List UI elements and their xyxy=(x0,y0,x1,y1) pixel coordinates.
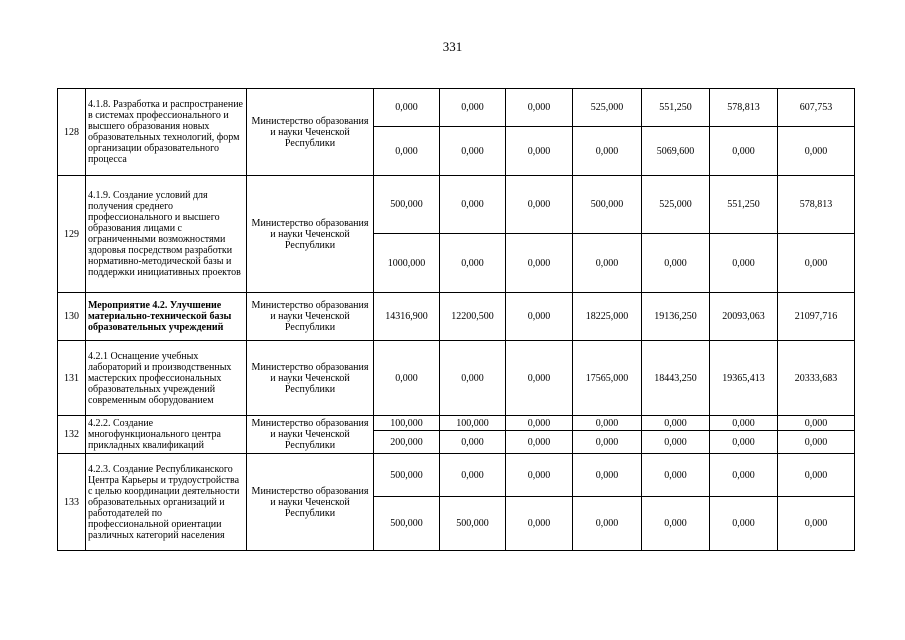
funding-value: 0,000 xyxy=(374,89,440,127)
funding-value: 0,000 xyxy=(506,176,573,234)
row-number: 129 xyxy=(58,176,86,293)
funding-value: 0,000 xyxy=(440,89,506,127)
funding-value: 0,000 xyxy=(710,431,778,454)
funding-value: 0,000 xyxy=(710,234,778,293)
activity-title: 4.2.1 Оснащение учебных лабораторий и производственных мастерских профессиональных образовательных учреждений современным оборудованием xyxy=(86,341,247,416)
funding-value: 0,000 xyxy=(573,234,642,293)
activity-title: Мероприятие 4.2. Улучшение материально-технической базы образовательных учреждений xyxy=(86,293,247,341)
responsible-organization: Министерство образования и науки Чеченской Республики xyxy=(247,341,374,416)
funding-value: 0,000 xyxy=(440,234,506,293)
funding-value: 200,000 xyxy=(374,431,440,454)
funding-value: 0,000 xyxy=(374,341,440,416)
funding-value: 0,000 xyxy=(573,127,642,176)
funding-value: 18443,250 xyxy=(642,341,710,416)
funding-value: 0,000 xyxy=(506,454,573,497)
funding-value: 0,000 xyxy=(506,234,573,293)
row-number: 132 xyxy=(58,416,86,454)
funding-value: 20093,063 xyxy=(710,293,778,341)
funding-value: 1000,000 xyxy=(374,234,440,293)
funding-value: 19365,413 xyxy=(710,341,778,416)
funding-value: 500,000 xyxy=(374,454,440,497)
activity-title: 4.1.9. Создание условий для получения среднего профессионального и высшего образования лицами с ограниченными возможностями здоровья посредством разработки нормативно-методической базы и поддержки инициативных проектов xyxy=(86,176,247,293)
responsible-organization: Министерство образования и науки Чеченской Республики xyxy=(247,416,374,454)
activity-title: 4.2.2. Создание многофункционального центра прикладных квалификаций xyxy=(86,416,247,454)
funding-value: 0,000 xyxy=(506,293,573,341)
funding-value: 18225,000 xyxy=(573,293,642,341)
row-number: 130 xyxy=(58,293,86,341)
funding-value: 17565,000 xyxy=(573,341,642,416)
funding-value: 0,000 xyxy=(440,176,506,234)
row-number: 128 xyxy=(58,89,86,176)
funding-value: 12200,500 xyxy=(440,293,506,341)
responsible-organization: Министерство образования и науки Чеченской Республики xyxy=(247,89,374,176)
funding-value: 5069,600 xyxy=(642,127,710,176)
funding-value: 0,000 xyxy=(642,431,710,454)
funding-value: 0,000 xyxy=(642,454,710,497)
funding-value: 0,000 xyxy=(573,454,642,497)
funding-value: 500,000 xyxy=(573,176,642,234)
funding-value: 0,000 xyxy=(710,454,778,497)
responsible-organization: Министерство образования и науки Чеченской Республики xyxy=(247,293,374,341)
funding-value: 0,000 xyxy=(642,416,710,431)
funding-value: 0,000 xyxy=(506,431,573,454)
funding-value: 500,000 xyxy=(374,497,440,551)
funding-value: 578,813 xyxy=(778,176,855,234)
funding-value: 0,000 xyxy=(642,497,710,551)
activity-title: 4.1.8. Разработка и распространение в системах профессионального и высшего образования новых образовательных технологий, форм организации образовательного процесса xyxy=(86,89,247,176)
activity-title: 4.2.3. Создание Республиканского Центра Карьеры и трудоустройства с целью координации деятельности образовательных организаций и работодателей по профессиональной ориентации различных категорий населения xyxy=(86,454,247,551)
table-row xyxy=(58,341,855,416)
funding-value: 0,000 xyxy=(440,341,506,416)
funding-value: 0,000 xyxy=(440,127,506,176)
funding-value: 0,000 xyxy=(506,416,573,431)
funding-value: 100,000 xyxy=(440,416,506,431)
funding-value: 0,000 xyxy=(710,127,778,176)
funding-value: 19136,250 xyxy=(642,293,710,341)
funding-value: 525,000 xyxy=(642,176,710,234)
funding-value: 0,000 xyxy=(374,127,440,176)
budget-table xyxy=(57,88,855,551)
funding-value: 100,000 xyxy=(374,416,440,431)
funding-value: 0,000 xyxy=(642,234,710,293)
table-row xyxy=(58,416,855,431)
funding-value: 0,000 xyxy=(440,454,506,497)
funding-value: 551,250 xyxy=(642,89,710,127)
funding-value: 0,000 xyxy=(778,127,855,176)
funding-value: 0,000 xyxy=(710,497,778,551)
funding-value: 0,000 xyxy=(506,127,573,176)
funding-value: 0,000 xyxy=(440,431,506,454)
row-number: 133 xyxy=(58,454,86,551)
funding-value: 551,250 xyxy=(710,176,778,234)
funding-value: 20333,683 xyxy=(778,341,855,416)
page-number: 331 xyxy=(442,39,463,54)
responsible-organization: Министерство образования и науки Чеченской Республики xyxy=(247,454,374,551)
funding-value: 0,000 xyxy=(710,416,778,431)
funding-value: 0,000 xyxy=(506,497,573,551)
funding-value: 0,000 xyxy=(778,234,855,293)
table-body xyxy=(58,89,855,551)
funding-value: 500,000 xyxy=(440,497,506,551)
funding-value: 21097,716 xyxy=(778,293,855,341)
table-row xyxy=(58,454,855,497)
funding-value: 0,000 xyxy=(506,341,573,416)
funding-value: 607,753 xyxy=(778,89,855,127)
table-row xyxy=(58,293,855,341)
responsible-organization: Министерство образования и науки Чеченской Республики xyxy=(247,176,374,293)
funding-value: 525,000 xyxy=(573,89,642,127)
funding-value: 0,000 xyxy=(778,416,855,431)
funding-value: 0,000 xyxy=(778,454,855,497)
table-row xyxy=(58,176,855,234)
funding-value: 578,813 xyxy=(710,89,778,127)
funding-value: 0,000 xyxy=(506,89,573,127)
row-number: 131 xyxy=(58,341,86,416)
funding-value: 14316,900 xyxy=(374,293,440,341)
funding-value: 0,000 xyxy=(573,431,642,454)
funding-value: 0,000 xyxy=(573,416,642,431)
funding-value: 0,000 xyxy=(778,497,855,551)
funding-value: 500,000 xyxy=(374,176,440,234)
funding-value: 0,000 xyxy=(573,497,642,551)
funding-value: 0,000 xyxy=(778,431,855,454)
table-row xyxy=(58,89,855,127)
